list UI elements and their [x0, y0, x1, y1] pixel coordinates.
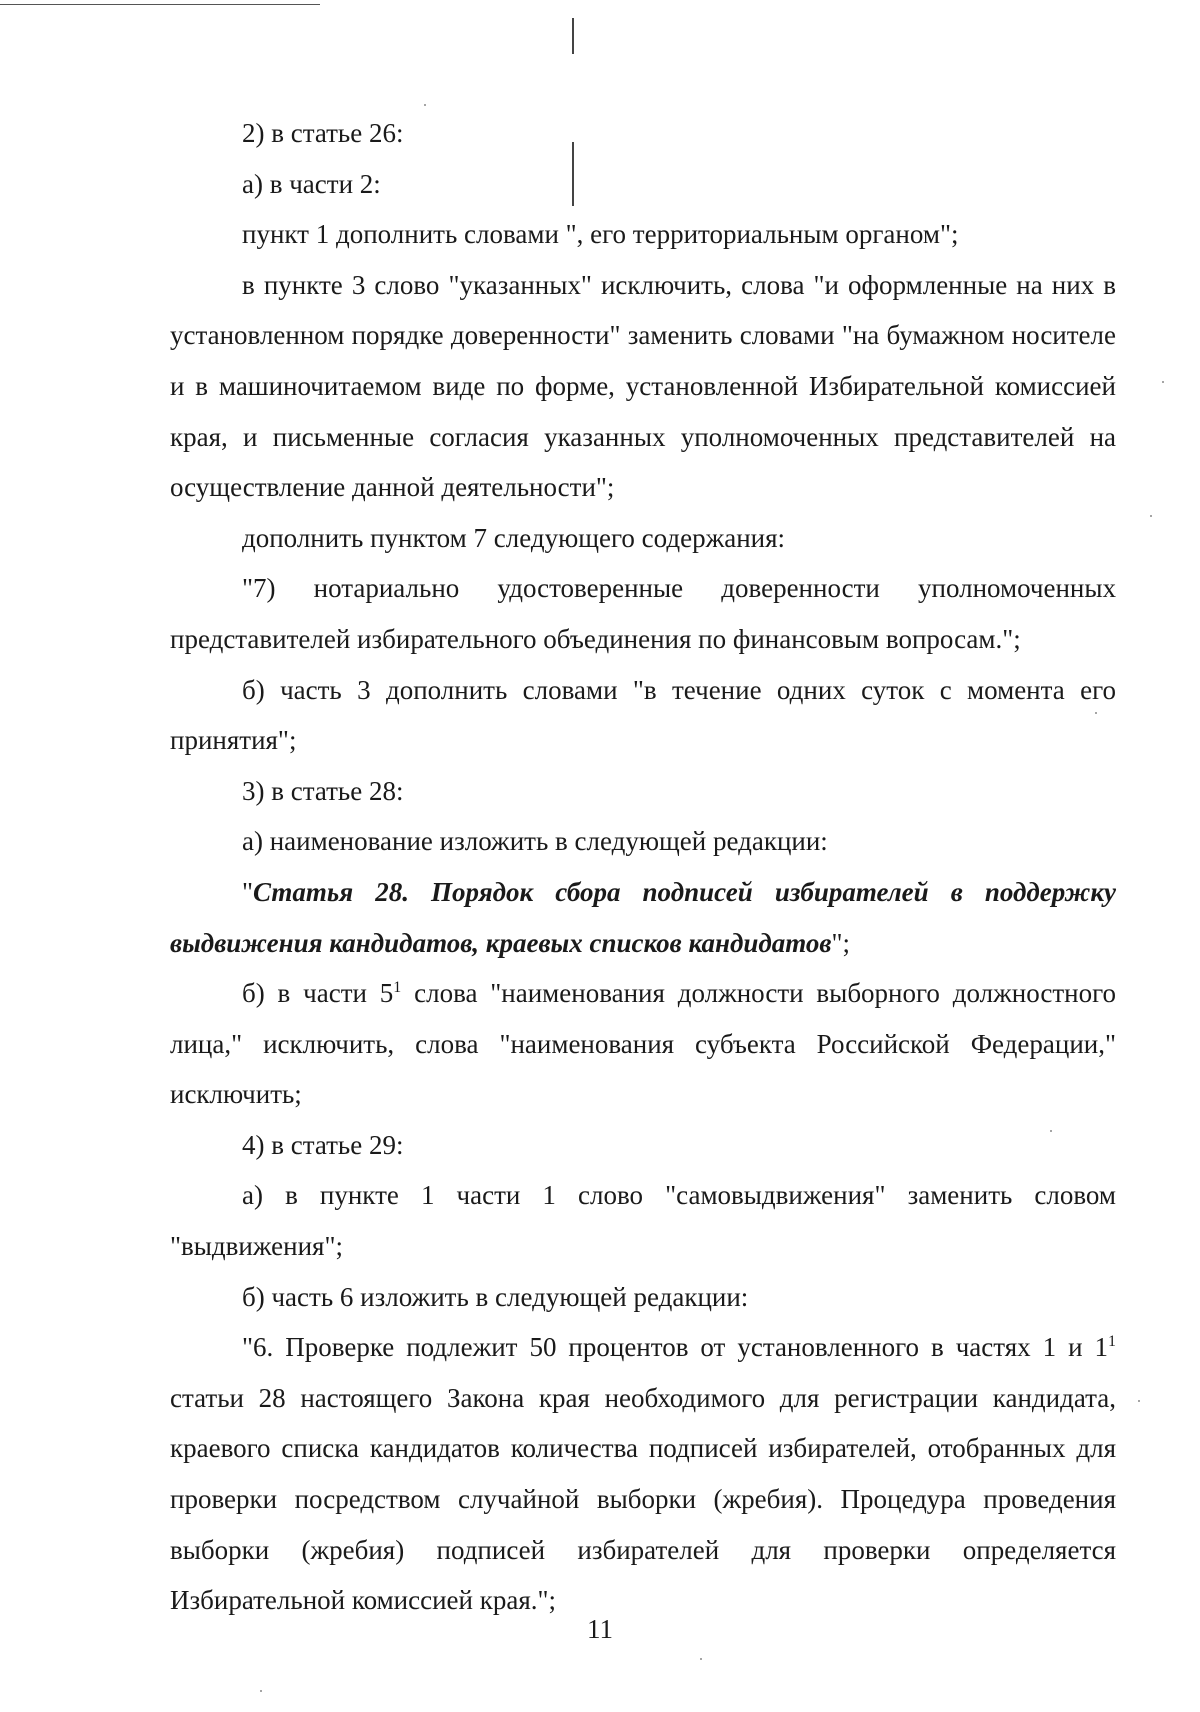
- paragraph: пункт 1 дополнить словами ", его территориальным органом";: [242, 219, 959, 250]
- paragraph-text: слова "наименования должности выборного должностного лица," исключить, слова "наименования субъекта Российской Федерации," исключить;: [170, 978, 1116, 1110]
- paragraph: 3) в статье 28:: [242, 775, 404, 806]
- document-body: [170, 108, 1116, 1626]
- paragraph: а) в пункте 1 части 1 слово "самовыдвижения" заменить словом "выдвижения";: [170, 1180, 1116, 1262]
- scan-speck: [1150, 515, 1152, 517]
- scan-edge-line: [0, 4, 320, 5]
- paragraph: а) наименование изложить в следующей редакции:: [242, 826, 828, 857]
- paragraph: б) часть 6 изложить в следующей редакции:: [242, 1281, 749, 1312]
- superscript: 1: [393, 979, 402, 997]
- paragraph: дополнить пунктом 7 следующего содержания:: [242, 522, 786, 553]
- scan-speck: [424, 104, 426, 106]
- scan-speck: [1162, 381, 1164, 383]
- page-number: 11: [587, 1614, 613, 1644]
- paragraph-text: статьи 28 настоящего Закона края необходимого для регистрации кандидата, краевого списка кандидатов количества подписей избирателей, отобранных для проверки посредством случайной выборки (жребия). Процедура проведения выборки (жребия) подписей избирателей для проверки определяется Избирательной комиссией края.";: [170, 1382, 1116, 1616]
- paragraph-text: б) в части 5: [242, 978, 394, 1009]
- scan-speck: [1138, 1400, 1140, 1402]
- superscript: 1: [1108, 1333, 1116, 1351]
- paragraph: а) в части 2:: [242, 168, 381, 199]
- quote-close: ";: [831, 927, 851, 958]
- scan-speck: [260, 1690, 262, 1692]
- paragraph: [170, 1322, 1116, 1626]
- article-heading: Статья 28. Порядок сбора подписей избирателей в поддержку выдвижения кандидатов, краевых списков кандидатов: [170, 876, 1116, 958]
- quote-open: ": [242, 876, 254, 907]
- scan-artifact: [572, 18, 574, 54]
- paragraph: "7) нотариально удостоверенные доверенности уполномоченных представителей избирательного объединения по финансовым вопросам.";: [170, 573, 1116, 654]
- article-heading-paragraph: [170, 867, 1116, 968]
- paragraph: в пункте 3 слово "указанных" исключить, слова "и оформленные на них в установленном порядке доверенности" заменить словами "на бумажном носителе и в машиночитаемом виде по форме, установленной Избирательной комиссией края, и письменные согласия указанных уполномоченных представителей на осуществление данной деятельности";: [170, 269, 1116, 503]
- paragraph: [170, 968, 1116, 1120]
- scan-speck: [700, 1658, 702, 1660]
- paragraph: б) часть 3 дополнить словами "в течение одних суток с момента его принятия";: [170, 674, 1116, 756]
- paragraph: 2) в статье 26:: [242, 118, 404, 148]
- paragraph-text: "6. Проверке подлежит 50 процентов от установленного в частях 1 и 1: [242, 1332, 1108, 1363]
- paragraph: 4) в статье 29:: [242, 1129, 404, 1160]
